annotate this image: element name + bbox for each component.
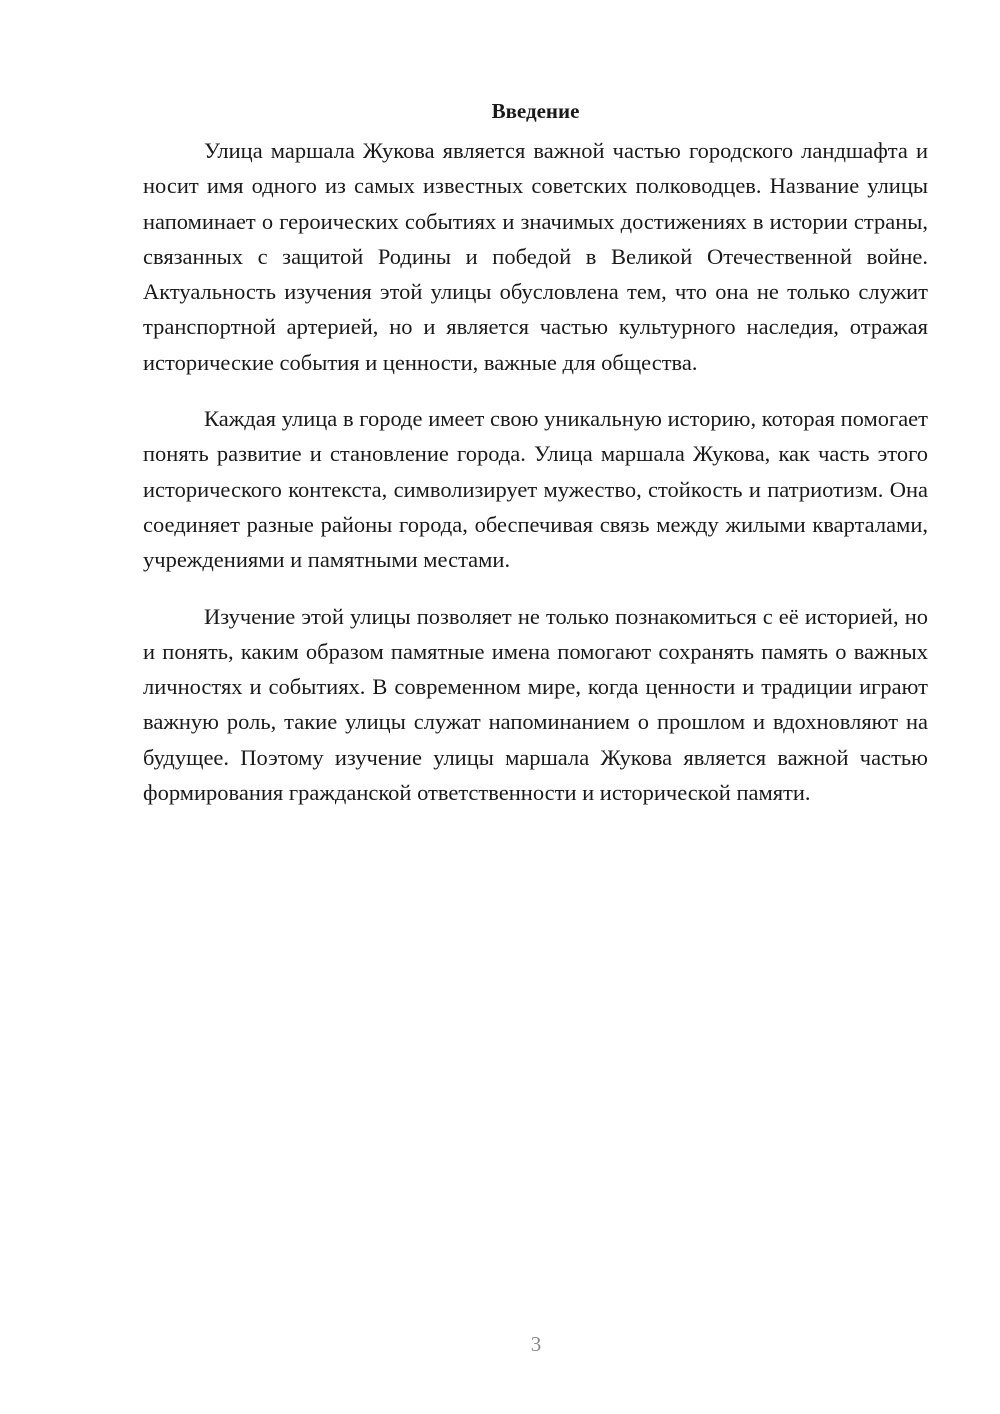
section-title: Введение xyxy=(491,99,580,123)
page-content xyxy=(143,93,928,810)
paragraph: Каждая улица в городе имеет свою уникальную историю, которая помогает понять развитие и становление города. Улица маршала Жукова, как часть этого исторического контекста, символизирует мужество, стойкость и патриотизм. Она соединяет разные районы города, обеспечивая связь между жилыми кварталами, учреждениями и памятными местами. xyxy=(143,406,928,573)
page-number: 3 xyxy=(530,1332,542,1356)
paragraph: Улица маршала Жукова является важной частью городского ландшафта и носит имя одного из самых известных советских полководцев. Название улицы напоминает о героических событиях и значимых достижениях в истории страны, связанных с защитой Родины и победой в Великой Отечественной войне. Актуальность изучения этой улицы обусловлена тем, что она не только служит транспортной артерией, но и является частью культурного наследия, отражая исторические события и ценности, важные для общества. xyxy=(143,138,928,375)
paragraph: Изучение этой улицы позволяет не только познакомиться с её историей, но и понять, каким образом памятные имена помогают сохранять память о важных личностях и событиях. В современном мире, когда ценности и традиции играют важную роль, такие улицы служат напоминанием о прошлом и вдохновляют на будущее. Поэтому изучение улицы маршала Жукова является важной частью формирования гражданской ответственности и исторической памяти. xyxy=(143,603,928,806)
